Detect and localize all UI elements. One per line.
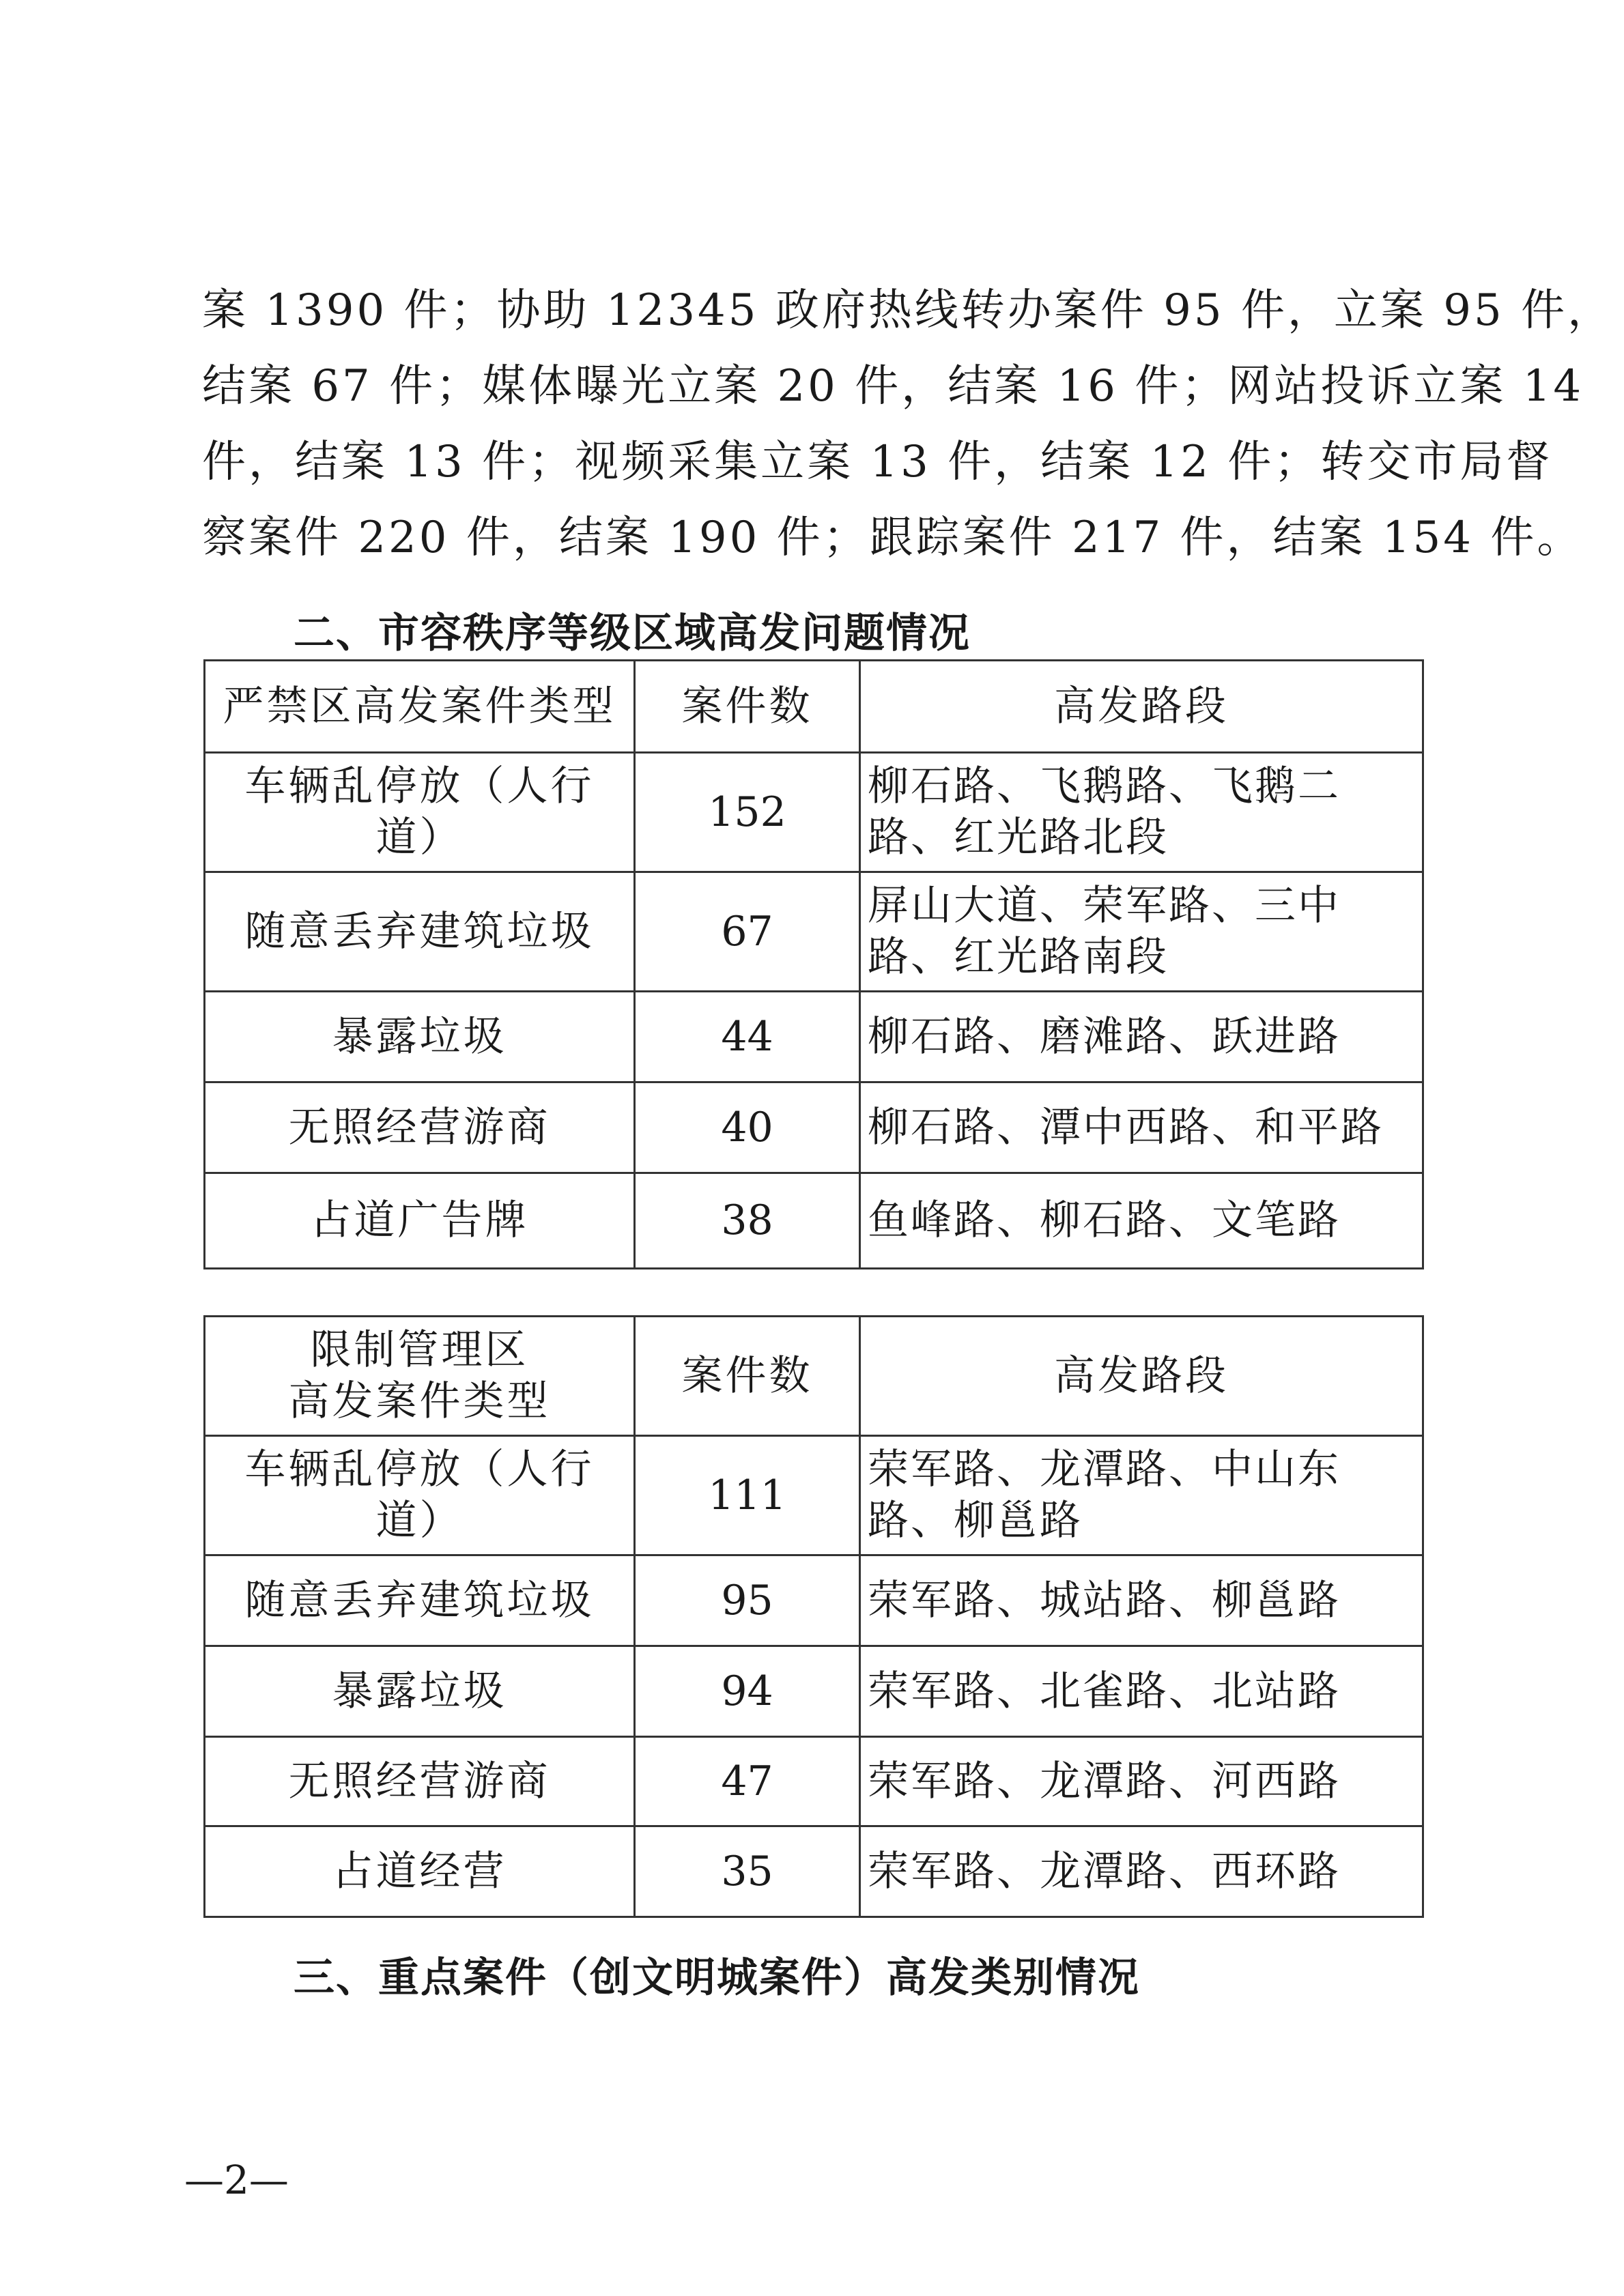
header-case-type: 严禁区高发案件类型: [205, 661, 635, 753]
table-row: [205, 1826, 1423, 1917]
case-type-cell: 随意丢弃建筑垃圾: [205, 1555, 635, 1646]
header-case-type-line2: 高发案件类型: [288, 1377, 551, 1425]
case-count-cell: 152: [635, 753, 860, 872]
table-header-row: [205, 1317, 1423, 1436]
case-type-cell: 暴露垃圾: [205, 992, 635, 1082]
case-count-cell: 67: [635, 872, 860, 992]
roads-cell: 荣军路、龙潭路、中山东路、柳邕路: [860, 1436, 1423, 1555]
roads-cell: 柳石路、磨滩路、跃进路: [860, 992, 1423, 1082]
header-roads: 高发路段: [860, 661, 1423, 753]
header-case-type: [205, 1317, 635, 1436]
header-case-type-line1: 限制管理区: [310, 1326, 529, 1374]
table-row: [205, 992, 1423, 1082]
paragraph-line: 案 1390 件；协助 12345 政府热线转办案件 95 件，立案 95 件，: [202, 285, 1614, 336]
table-row: [205, 753, 1423, 872]
case-count-cell: 47: [635, 1737, 860, 1826]
roads-cell: 荣军路、龙潭路、西环路: [860, 1826, 1423, 1917]
roads-cell: 荣军路、龙潭路、河西路: [860, 1737, 1423, 1826]
table-row: [205, 1082, 1423, 1173]
case-type-cell: 无照经营游商: [205, 1737, 635, 1826]
prohibited-zone-table: [203, 659, 1424, 1269]
body-paragraph: [202, 273, 1614, 576]
header-roads: 高发路段: [860, 1317, 1423, 1436]
case-type-cell: 随意丢弃建筑垃圾: [205, 872, 635, 992]
roads-cell: 屏山大道、荣军路、三中路、红光路南段: [860, 872, 1423, 992]
case-type-cell: 占道经营: [205, 1826, 635, 1917]
table-header-row: [205, 661, 1423, 753]
case-count-cell: 38: [635, 1173, 860, 1269]
case-count-cell: 44: [635, 992, 860, 1082]
case-count-cell: 35: [635, 1826, 860, 1917]
table-row: [205, 1737, 1423, 1826]
roads-cell: 鱼峰路、柳石路、文笔路: [860, 1173, 1423, 1269]
table-row: [205, 1173, 1423, 1269]
paragraph-line: 件，结案 13 件；视频采集立案 13 件，结案 12 件；转交市局督: [202, 437, 1553, 487]
header-case-count: 案件数: [635, 1317, 860, 1436]
roads-cell: 荣军路、城站路、柳邕路: [860, 1555, 1423, 1646]
roads-cell: 柳石路、潭中西路、和平路: [860, 1082, 1423, 1173]
section-2-heading: 二、市容秩序等级区域高发问题情况: [294, 609, 971, 657]
case-count-cell: 94: [635, 1646, 860, 1737]
case-type-cell: 车辆乱停放（人行道）: [205, 1436, 635, 1555]
restricted-zone-table: [203, 1315, 1424, 1918]
case-type-cell: 车辆乱停放（人行道）: [205, 753, 635, 872]
case-type-cell: 无照经营游商: [205, 1082, 635, 1173]
roads-cell: 荣军路、北雀路、北站路: [860, 1646, 1423, 1737]
case-count-cell: 111: [635, 1436, 860, 1555]
table-row: [205, 1646, 1423, 1737]
table-row: [205, 872, 1423, 992]
case-count-cell: 40: [635, 1082, 860, 1173]
case-type-cell: 占道广告牌: [205, 1173, 635, 1269]
table-row: [205, 1436, 1423, 1555]
page-number: —2—: [184, 2157, 289, 2203]
paragraph-line: 结案 67 件；媒体曝光立案 20 件，结案 16 件；网站投诉立案 14: [202, 361, 1584, 412]
case-count-cell: 95: [635, 1555, 860, 1646]
roads-cell: 柳石路、飞鹅路、飞鹅二路、红光路北段: [860, 753, 1423, 872]
section-3-heading: 三、重点案件（创文明城案件）高发类别情况: [294, 1954, 1140, 2002]
case-type-cell: 暴露垃圾: [205, 1646, 635, 1737]
table-row: [205, 1555, 1423, 1646]
header-case-count: 案件数: [635, 661, 860, 753]
paragraph-line: 察案件 220 件，结案 190 件；跟踪案件 217 件，结案 154 件。: [202, 513, 1584, 563]
